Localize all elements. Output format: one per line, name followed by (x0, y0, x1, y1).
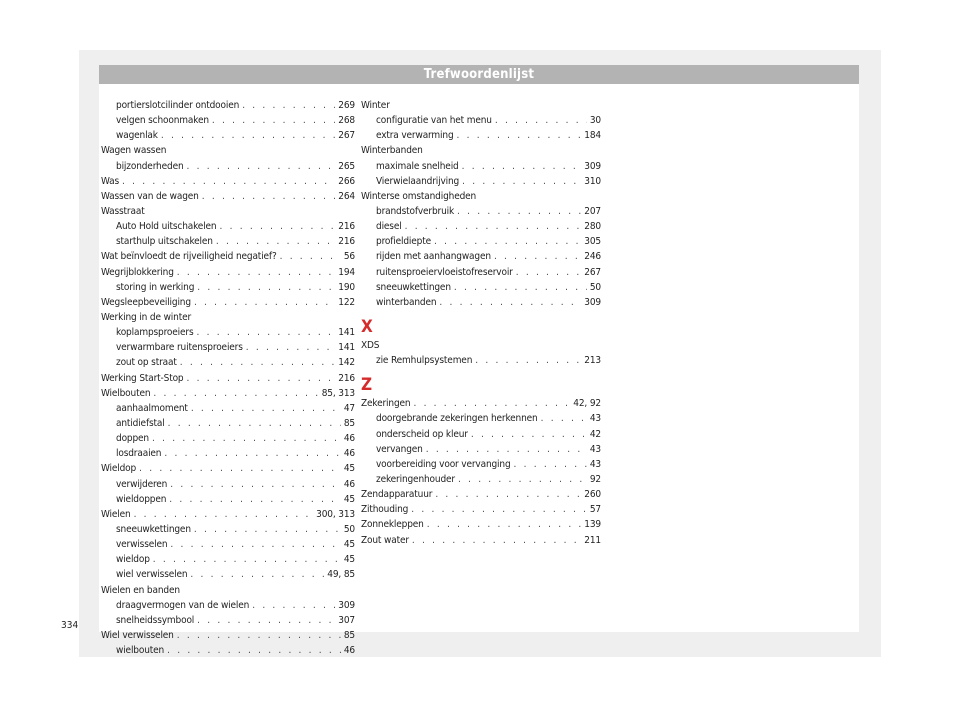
entry-page-reference: 46 (343, 478, 355, 490)
dot-leader (139, 461, 341, 476)
entry-label: ruitensproeiervloeistofreservoir (376, 266, 513, 278)
entry-page-reference: 309 (338, 599, 355, 611)
entry-page-reference: 46 (343, 448, 355, 460)
entry-label: voorbereiding voor vervanging (376, 458, 511, 470)
entry-page-reference: 30 (589, 115, 601, 127)
entry-label: wagenlak (116, 130, 158, 142)
dot-leader (152, 431, 341, 446)
index-heading: Wagen wassen (101, 145, 167, 157)
index-entry (361, 517, 601, 532)
index-subentry (101, 280, 355, 295)
dot-leader (167, 643, 341, 658)
index-section-letter: X (361, 316, 373, 337)
dot-leader (427, 517, 582, 532)
dot-leader (177, 265, 335, 280)
index-heading: Winter (361, 100, 390, 111)
index-entry (101, 265, 355, 280)
dot-leader (153, 552, 341, 567)
entry-page-reference: 260 (584, 489, 601, 501)
dot-leader (495, 113, 587, 128)
index-subentry (101, 219, 355, 234)
index-subentry (101, 355, 355, 370)
index-heading: Wasstraat (101, 205, 145, 217)
index-heading: Winterse omstandigheden (361, 190, 477, 202)
dot-leader (180, 355, 336, 370)
entry-label: Zout water (361, 534, 409, 546)
entry-page-reference: 50 (343, 523, 355, 535)
entry-label: sneeuwkettingen (116, 523, 191, 535)
dot-leader (134, 507, 314, 522)
entry-page-reference: 85, 313 (321, 387, 355, 399)
entry-label: Vierwielaandrijving (376, 175, 460, 187)
entry-label: vervangen (376, 443, 423, 455)
entry-page-reference: 122 (338, 296, 355, 308)
entry-page-reference: 85 (343, 417, 355, 429)
entry-label: Wegrijblokkering (101, 266, 174, 278)
index-entry (101, 461, 355, 476)
index-heading: XDS (361, 339, 380, 351)
index-subentry (361, 295, 601, 310)
dot-leader (212, 113, 335, 128)
entry-page-reference: 141 (338, 327, 355, 339)
dot-leader (191, 401, 341, 416)
entry-page-reference: 269 (338, 100, 355, 111)
entry-page-reference: 57 (589, 504, 601, 516)
dot-leader (190, 567, 324, 582)
index-subentry (101, 340, 355, 355)
dot-leader (161, 128, 335, 143)
entry-page-reference: 216 (338, 236, 355, 248)
entry-label: onderscheid op kleur (376, 428, 468, 440)
entry-page-reference: 85 (343, 629, 355, 641)
dot-leader (280, 249, 341, 264)
index-subentry (101, 522, 355, 537)
entry-page-reference: 45 (343, 493, 355, 505)
entry-page-reference: 216 (338, 221, 355, 233)
dot-leader (194, 522, 341, 537)
entry-label: diesel (376, 221, 402, 233)
index-subentry (361, 353, 601, 368)
dot-leader (514, 457, 587, 472)
entry-label: antidiefstal (116, 417, 165, 429)
entry-page-reference: 266 (338, 175, 355, 187)
dot-leader (413, 396, 570, 411)
entry-label: wieldoppen (116, 493, 167, 505)
index-subentry (101, 431, 355, 446)
entry-label: koplampsproeiers (116, 327, 194, 339)
index-subentry (361, 249, 601, 264)
dot-leader (458, 472, 587, 487)
entry-label: verwisselen (116, 539, 168, 551)
entry-page-reference: 211 (584, 534, 601, 546)
entry-page-reference: 265 (338, 160, 355, 172)
index-entry (361, 502, 601, 517)
index-column-right (361, 98, 601, 548)
index-subentry (361, 280, 601, 295)
index-subentry (101, 416, 355, 431)
entry-label: storing in werking (116, 281, 195, 293)
entry-page-reference: 92 (589, 473, 601, 485)
entry-label: verwarmbare ruitensproeiers (116, 342, 243, 354)
entry-label: sneeuwkettingen (376, 281, 451, 293)
dot-leader (462, 174, 581, 189)
index-entry (101, 295, 355, 310)
index-subentry (101, 234, 355, 249)
index-entry (361, 487, 601, 502)
entry-page-reference: 141 (338, 342, 355, 354)
entry-label: Wassen van de wagen (101, 190, 199, 202)
entry-page-reference: 45 (343, 539, 355, 551)
entry-label: draagvermogen van de wielen (116, 599, 250, 611)
dot-leader (194, 295, 335, 310)
entry-page-reference: 50 (589, 281, 601, 293)
entry-page-reference: 267 (584, 266, 601, 278)
entry-page-reference: 216 (338, 372, 355, 384)
entry-label: rijden met aanhangwagen (376, 251, 491, 263)
entry-label: doppen (116, 433, 149, 445)
index-subentry (361, 113, 601, 128)
entry-label: doorgebrande zekeringen herkennen (376, 413, 538, 425)
dot-leader (197, 613, 335, 628)
dot-leader (242, 98, 335, 113)
entry-page-reference: 190 (338, 281, 355, 293)
dot-leader (216, 234, 335, 249)
entry-page-reference: 213 (584, 355, 601, 367)
entry-page-reference: 42 (589, 428, 601, 440)
entry-label: Wiel verwisselen (101, 629, 174, 641)
index-subentry (101, 159, 355, 174)
entry-label: zout op straat (116, 357, 177, 369)
entry-page-reference: 264 (338, 190, 355, 202)
entry-label: configuratie van het menu (376, 115, 492, 127)
entry-label: snelheidssymbool (116, 614, 195, 626)
entry-label: wiel verwisselen (116, 569, 188, 581)
index-subentry (361, 219, 601, 234)
entry-label: losdraaien (116, 448, 162, 460)
index-subentry (101, 446, 355, 461)
entry-label: winterbanden (376, 296, 437, 308)
index-subentry (361, 128, 601, 143)
entry-page-reference: 46 (343, 433, 355, 445)
index-subentry (361, 204, 601, 219)
dot-leader (153, 386, 318, 401)
dot-leader (246, 340, 336, 355)
dot-leader (202, 189, 336, 204)
index-subentry (101, 613, 355, 628)
index-heading: Werking in de winter (101, 311, 192, 323)
entry-page-reference: 45 (343, 554, 355, 566)
entry-page-reference: 42, 92 (573, 398, 601, 410)
dot-leader (457, 128, 582, 143)
dot-leader (454, 280, 587, 295)
entry-label: zie Remhulpsystemen (376, 355, 473, 367)
index-subentry (361, 159, 601, 174)
dot-leader (122, 174, 335, 189)
dot-leader (457, 204, 581, 219)
index-subentry (361, 442, 601, 457)
index-subentry (101, 98, 355, 113)
index-subentry (101, 325, 355, 340)
dot-leader (168, 416, 341, 431)
index-subentry (361, 472, 601, 487)
index-entry (101, 628, 355, 643)
index-subentry (361, 427, 601, 442)
dot-leader (169, 492, 341, 507)
index-entry (361, 396, 601, 411)
dot-leader (462, 159, 582, 174)
index-entry (101, 386, 355, 401)
dot-leader (187, 371, 336, 386)
dot-leader (170, 537, 340, 552)
entry-page-reference: 43 (589, 443, 601, 455)
entry-label: Auto Hold uitschakelen (116, 221, 217, 233)
entry-label: velgen schoonmaken (116, 115, 209, 127)
page-number: 334 (61, 620, 79, 631)
entry-page-reference: 307 (338, 614, 355, 626)
entry-label: Wat beïnvloedt de rijveiligheid negatief? (101, 251, 277, 263)
entry-label: verwijderen (116, 478, 168, 490)
entry-label: starthulp uitschakelen (116, 236, 213, 248)
entry-label: portierslotcilinder ontdooien (116, 100, 240, 111)
entry-label: Zendapparatuur (361, 489, 433, 501)
index-entry (101, 371, 355, 386)
entry-page-reference: 246 (584, 251, 601, 263)
entry-label: bijzonderheden (116, 160, 184, 172)
entry-page-reference: 45 (343, 463, 355, 475)
entry-label: aanhaalmoment (116, 402, 188, 414)
entry-page-reference: 47 (343, 402, 355, 414)
dot-leader (170, 477, 341, 492)
entry-page-reference: 142 (338, 357, 355, 369)
entry-page-reference: 309 (584, 296, 601, 308)
entry-page-reference: 43 (589, 413, 601, 425)
index-subentry (101, 537, 355, 552)
dot-leader (177, 628, 341, 643)
entry-page-reference: 309 (584, 160, 601, 172)
entry-page-reference: 184 (584, 130, 601, 142)
index-subentry (361, 265, 601, 280)
entry-page-reference: 56 (343, 251, 355, 263)
dot-leader (164, 446, 340, 461)
entry-label: Zonnekleppen (361, 519, 424, 531)
index-subentry (101, 113, 355, 128)
entry-page-reference: 267 (338, 130, 355, 142)
index-entry (101, 249, 355, 264)
entry-label: profieldiepte (376, 236, 431, 248)
index-subentry (101, 128, 355, 143)
index-entry (101, 507, 355, 522)
entry-label: wielbouten (116, 645, 165, 657)
index-entry (101, 189, 355, 204)
entry-label: maximale snelheid (376, 160, 459, 172)
dot-leader (494, 249, 581, 264)
dot-leader (439, 295, 581, 310)
index-column-left (101, 98, 355, 658)
dot-leader (220, 219, 336, 234)
entry-label: Was (101, 175, 120, 187)
dot-leader (197, 280, 335, 295)
entry-page-reference: 46 (343, 645, 355, 657)
entry-label: Wielbouten (101, 387, 151, 399)
index-subentry (101, 598, 355, 613)
dot-leader (434, 234, 581, 249)
index-subentry (361, 234, 601, 249)
entry-label: brandstofverbruik (376, 205, 455, 217)
index-subentry (101, 552, 355, 567)
entry-label: zekeringenhouder (376, 473, 455, 485)
dot-leader (412, 533, 581, 548)
dot-leader (475, 353, 581, 368)
dot-leader (435, 487, 581, 502)
entry-page-reference: 310 (584, 175, 601, 187)
index-entry (361, 533, 601, 548)
entry-page-reference: 139 (584, 519, 601, 531)
dot-leader (471, 427, 587, 442)
entry-label: Werking Start-Stop (101, 372, 184, 384)
dot-leader (516, 265, 582, 280)
entry-label: Zekeringen (361, 398, 411, 410)
index-subentry (361, 174, 601, 189)
index-subentry (101, 477, 355, 492)
entry-page-reference: 268 (338, 115, 355, 127)
dot-leader (411, 502, 587, 517)
dot-leader (426, 442, 587, 457)
index-subentry (361, 457, 601, 472)
page-header: Trefwoordenlijst (99, 65, 859, 84)
entry-label: Wielen (101, 508, 131, 520)
entry-page-reference: 43 (589, 458, 601, 470)
dot-leader (187, 159, 336, 174)
dot-leader (405, 219, 582, 234)
entry-label: extra verwarming (376, 130, 454, 142)
entry-label: wieldop (116, 554, 150, 566)
dot-leader (541, 411, 587, 426)
entry-page-reference: 49, 85 (327, 569, 355, 581)
index-section-letter: Z (361, 375, 372, 396)
entry-label: Wegsleepbeveiliging (101, 296, 191, 308)
dot-leader (197, 325, 336, 340)
index-subentry (361, 411, 601, 426)
index-heading: Wielen en banden (101, 584, 180, 596)
index-entry (101, 174, 355, 189)
entry-page-reference: 280 (584, 221, 601, 233)
entry-label: Zithouding (361, 504, 409, 516)
index-subentry (101, 401, 355, 416)
dot-leader (252, 598, 335, 613)
index-subentry (101, 643, 355, 658)
index-subentry (101, 567, 355, 582)
entry-page-reference: 300, 313 (316, 508, 355, 520)
index-subentry (101, 492, 355, 507)
entry-page-reference: 207 (584, 205, 601, 217)
entry-page-reference: 305 (584, 236, 601, 248)
entry-label: Wieldop (101, 463, 137, 475)
entry-page-reference: 194 (338, 266, 355, 278)
index-heading: Winterbanden (361, 145, 423, 157)
